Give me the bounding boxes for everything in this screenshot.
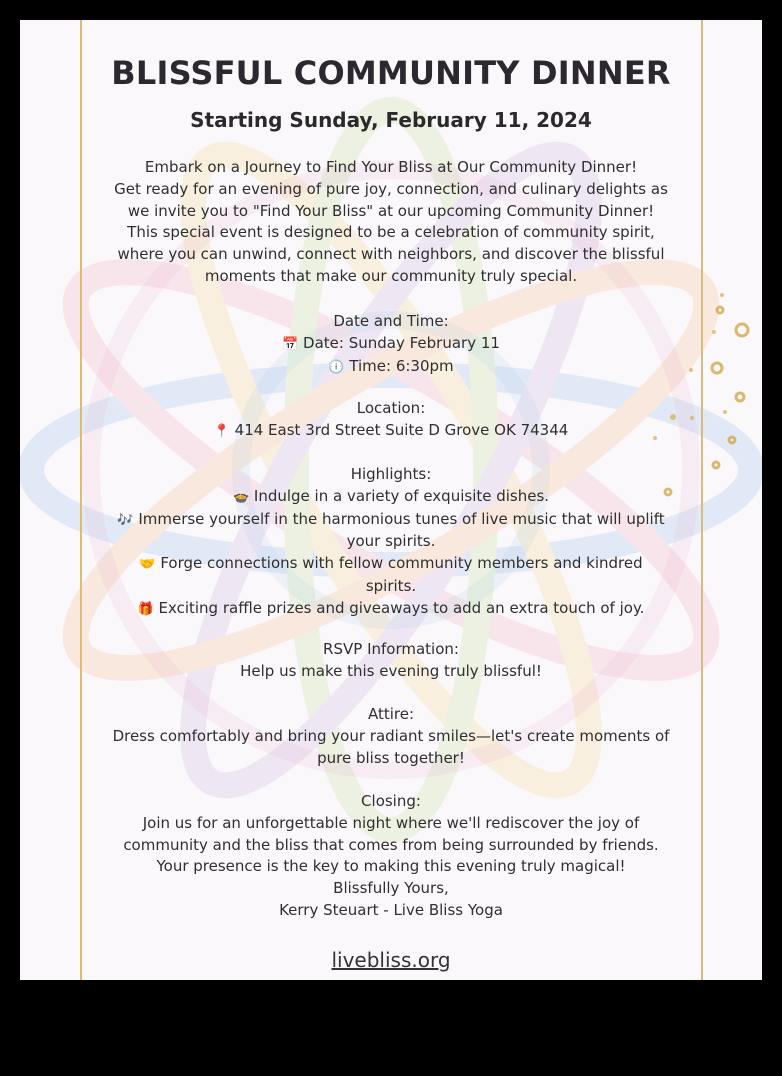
highlight-item [80, 553, 702, 576]
date-row [90, 333, 692, 356]
rsvp-heading: RSVP Information: [323, 640, 459, 658]
closing-line: Your presence is the key to making this evening truly magical! [156, 857, 626, 876]
highlight-item [80, 509, 702, 532]
food-icon: 🍲 [232, 489, 250, 505]
pin-icon: 📍 [213, 423, 230, 439]
flyer-content [20, 20, 762, 980]
attire-line: pure bliss together! [317, 748, 465, 767]
attire-heading: Attire: [367, 705, 415, 723]
date-time-section [90, 311, 692, 378]
highlight-text: Immerse yourself in the harmonious tunes of live music that will uplift [138, 509, 665, 528]
time-text: Time: 6:30pm [349, 356, 454, 375]
handshake-icon: 🤝 [139, 557, 156, 573]
location-section [90, 398, 692, 443]
highlight-item [80, 598, 702, 621]
flyer-page [20, 20, 762, 980]
gift-icon: 🎁 [137, 601, 154, 617]
highlight-continuation: your spirits. [346, 532, 436, 551]
closing-signoff: Blissfully Yours, [333, 879, 449, 898]
time-row [90, 356, 692, 379]
event-title: BLISSFUL COMMUNITY DINNER [111, 54, 671, 92]
intro-line: Get ready for an evening of pure joy, connection, and culinary delights as [114, 179, 668, 198]
location-address: 414 East 3rd Street Suite D Grove OK 74344 [234, 420, 569, 439]
intro-line: where you can unwind, connect with neighbors, and discover the blissful [117, 245, 665, 264]
rsvp-text: Help us make this evening truly blissful! [240, 661, 542, 680]
closing-section [80, 791, 702, 922]
highlights-heading: Highlights: [350, 465, 432, 483]
attire-line: Dress comfortably and bring your radiant smiles—let's create moments of [112, 726, 670, 745]
intro-line: moments that make our community truly special. [204, 266, 578, 285]
highlight-text: Indulge in a variety of exquisite dishes. [253, 486, 550, 505]
closing-signature: Kerry Steuart - Live Bliss Yoga [279, 900, 503, 919]
closing-line: Join us for an unforgettable night where we'll rediscover the joy of [142, 813, 640, 832]
intro-line: Embark on a Journey to Find Your Bliss at Our Community Dinner! [144, 158, 638, 176]
intro-paragraph [90, 157, 692, 288]
website-link[interactable]: livebliss.org [331, 948, 451, 972]
date-time-heading: Date and Time: [333, 312, 449, 330]
highlight-text: Exciting raffle prizes and giveaways to add an extra touch of joy. [158, 598, 645, 617]
date-text: Date: Sunday February 11 [303, 333, 500, 352]
intro-line: This special event is designed to be a celebration of community spirit, [127, 223, 655, 242]
highlight-text: Forge connections with fellow community members and kindred [160, 554, 643, 573]
clock-icon: 🕕 [328, 359, 345, 375]
attire-section [80, 704, 702, 769]
intro-line: we invite you to "Find Your Bliss" at our upcoming Community Dinner! [127, 201, 655, 220]
calendar-icon: 📅 [282, 336, 299, 352]
location-row [90, 420, 692, 443]
highlight-continuation: spirits. [365, 576, 417, 595]
location-heading: Location: [356, 399, 426, 417]
closing-line: community and the bliss that comes from being surrounded by friends. [123, 835, 659, 854]
highlights-section [80, 464, 702, 621]
rsvp-section [90, 639, 692, 683]
highlight-item [80, 486, 702, 509]
music-notes-icon: 🎶 [117, 512, 134, 528]
closing-heading: Closing: [361, 792, 421, 810]
event-subtitle: Starting Sunday, February 11, 2024 [190, 108, 592, 132]
